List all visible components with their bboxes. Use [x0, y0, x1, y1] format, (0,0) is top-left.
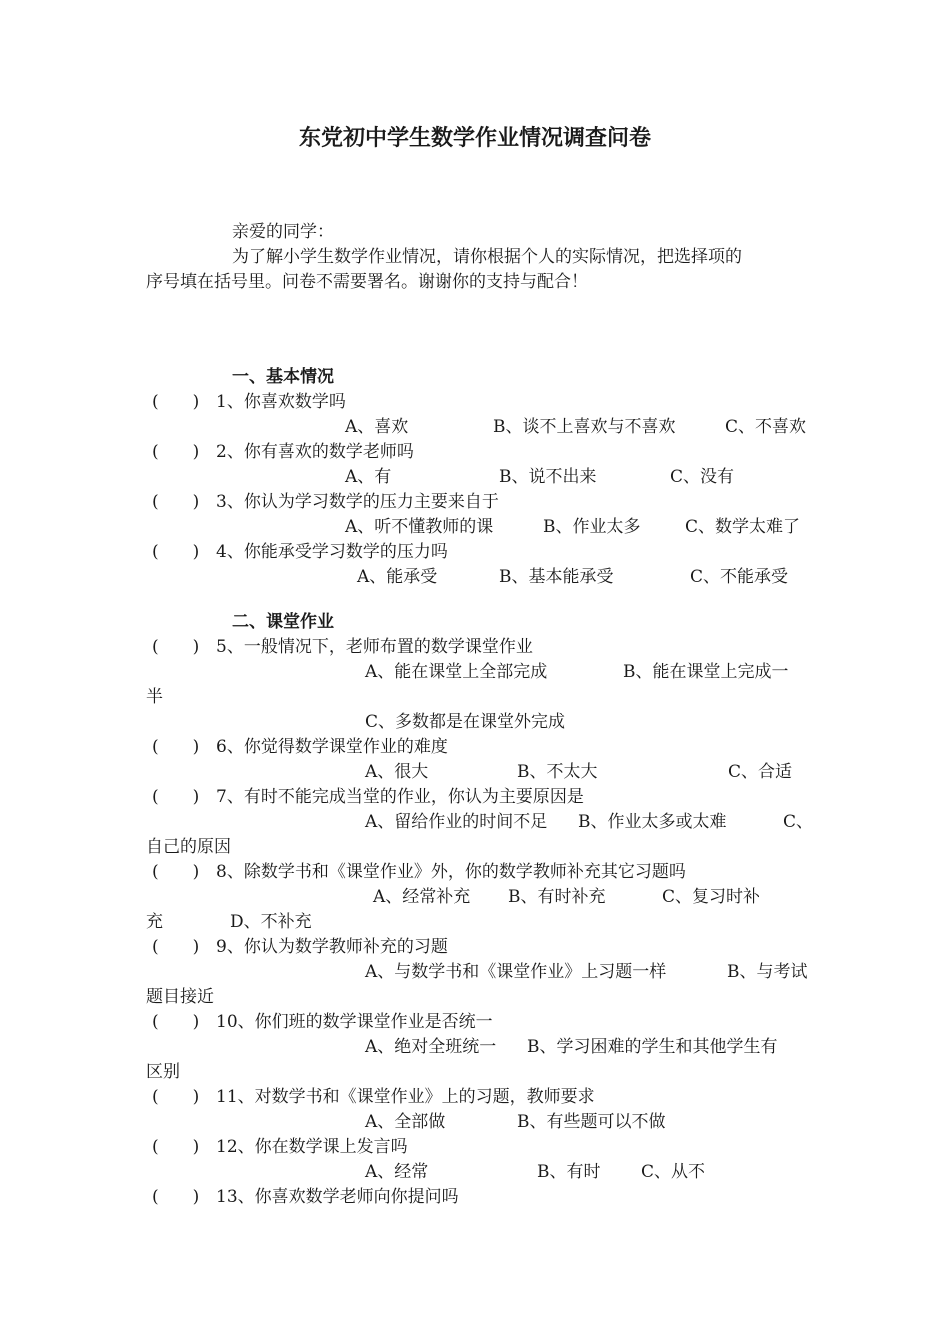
- q7-option-a: A、留给作业的时间不足: [365, 812, 548, 832]
- q7-option-c: C、: [783, 812, 814, 832]
- q9-option-a: A、与数学书和《课堂作业》上习题一样: [365, 962, 667, 982]
- q10-option-b-continued: 区别: [146, 1062, 180, 1082]
- answer-blank[interactable]: ( ): [152, 637, 200, 657]
- question-text: 11、对数学书和《课堂作业》上的习题，教师要求: [216, 1087, 595, 1107]
- q7-option-c-continued: 自己的原因: [146, 837, 231, 857]
- q8-option-c-continued: 充: [146, 912, 163, 932]
- answer-blank[interactable]: ( ): [152, 787, 200, 807]
- answer-blank[interactable]: ( ): [152, 937, 200, 957]
- q12-option-c: C、从不: [641, 1162, 706, 1182]
- q12-option-a: A、经常: [365, 1162, 429, 1182]
- q2-option-b: B、说不出来: [499, 467, 597, 487]
- answer-blank[interactable]: ( ): [152, 862, 200, 882]
- answer-blank[interactable]: ( ): [152, 492, 200, 512]
- question-8: [152, 860, 686, 884]
- question-text: 6、你觉得数学课堂作业的难度: [216, 737, 448, 757]
- q5-option-c: C、多数都是在课堂外完成: [365, 712, 566, 732]
- question-3: [152, 490, 499, 514]
- q9-option-b-continued: 题目接近: [146, 987, 214, 1007]
- q4-option-c: C、不能承受: [690, 567, 789, 587]
- answer-blank[interactable]: ( ): [152, 737, 200, 757]
- question-4: [152, 540, 448, 564]
- page-title: 东党初中学生数学作业情况调查问卷: [298, 126, 651, 151]
- q2-option-a: A、有: [345, 467, 392, 487]
- question-text: 12、你在数学课上发言吗: [216, 1137, 408, 1157]
- question-text: 3、你认为学习数学的压力主要来自于: [216, 492, 499, 512]
- q6-option-c: C、合适: [728, 762, 793, 782]
- q2-option-c: C、没有: [670, 467, 735, 487]
- q5-option-b-continued: 半: [146, 687, 163, 707]
- q6-option-b: B、不太大: [517, 762, 598, 782]
- answer-blank[interactable]: ( ): [152, 1012, 200, 1032]
- question-6: [152, 735, 448, 759]
- answer-blank[interactable]: ( ): [152, 392, 200, 412]
- question-12: [152, 1135, 408, 1159]
- q8-option-d: D、不补充: [230, 912, 312, 932]
- q4-option-a: A、能承受: [357, 567, 438, 587]
- answer-blank[interactable]: ( ): [152, 542, 200, 562]
- q11-option-a: A、全部做: [365, 1112, 446, 1132]
- q5-option-b: B、能在课堂上完成一: [623, 662, 789, 682]
- question-text: 8、除数学书和《课堂作业》外，你的数学教师补充其它习题吗: [216, 862, 686, 882]
- question-13: [152, 1185, 459, 1209]
- q7-option-b: B、作业太多或太难: [578, 812, 727, 832]
- question-text: 2、你有喜欢的数学老师吗: [216, 442, 414, 462]
- question-2: [152, 440, 414, 464]
- q3-option-a: A、听不懂教师的课: [345, 517, 494, 537]
- q8-option-b: B、有时补充: [508, 887, 606, 907]
- question-text: 9、你认为数学教师补充的习题: [216, 937, 448, 957]
- intro-line-1: 为了解小学生数学作业情况，请你根据个人的实际情况，把选择项的: [232, 247, 742, 267]
- answer-blank[interactable]: ( ): [152, 442, 200, 462]
- q9-option-b: B、与考试: [727, 962, 808, 982]
- q1-option-c: C、不喜欢: [725, 417, 807, 437]
- q1-option-a: A、喜欢: [345, 417, 409, 437]
- question-11: [152, 1085, 595, 1109]
- question-text: 4、你能承受学习数学的压力吗: [216, 542, 448, 562]
- question-9: [152, 935, 448, 959]
- q10-option-a: A、绝对全班统一: [365, 1037, 497, 1057]
- q8-option-c: C、复习时补: [662, 887, 761, 907]
- q3-option-b: B、作业太多: [543, 517, 641, 537]
- question-text: 1、你喜欢数学吗: [216, 392, 346, 412]
- section-heading-classwork: 二、课堂作业: [232, 612, 334, 632]
- question-5: [152, 635, 533, 659]
- q3-option-c: C、数学太难了: [685, 517, 801, 537]
- q10-option-b: B、学习困难的学生和其他学生有: [527, 1037, 778, 1057]
- q1-option-b: B、谈不上喜欢与不喜欢: [493, 417, 676, 437]
- q4-option-b: B、基本能承受: [499, 567, 614, 587]
- question-10: [152, 1010, 493, 1034]
- q6-option-a: A、很大: [365, 762, 429, 782]
- question-text: 5、一般情况下，老师布置的数学课堂作业: [216, 637, 533, 657]
- section-heading-basic: 一、基本情况: [232, 367, 334, 387]
- question-text: 10、你们班的数学课堂作业是否统一: [216, 1012, 493, 1032]
- intro-line-2: 序号填在括号里。问卷不需要署名。谢谢你的支持与配合！: [146, 272, 588, 292]
- question-text: 7、有时不能完成当堂的作业，你认为主要原因是: [216, 787, 584, 807]
- q12-option-b: B、有时: [537, 1162, 601, 1182]
- question-7: [152, 785, 584, 809]
- question-text: 13、你喜欢数学老师向你提问吗: [216, 1187, 459, 1207]
- q5-option-a: A、能在课堂上全部完成: [365, 662, 548, 682]
- q11-option-b: B、有些题可以不做: [517, 1112, 666, 1132]
- answer-blank[interactable]: ( ): [152, 1137, 200, 1157]
- question-1: [152, 390, 346, 414]
- q8-option-a: A、经常补充: [373, 887, 471, 907]
- answer-blank[interactable]: ( ): [152, 1187, 200, 1207]
- greeting: 亲爱的同学：: [232, 222, 334, 242]
- answer-blank[interactable]: ( ): [152, 1087, 200, 1107]
